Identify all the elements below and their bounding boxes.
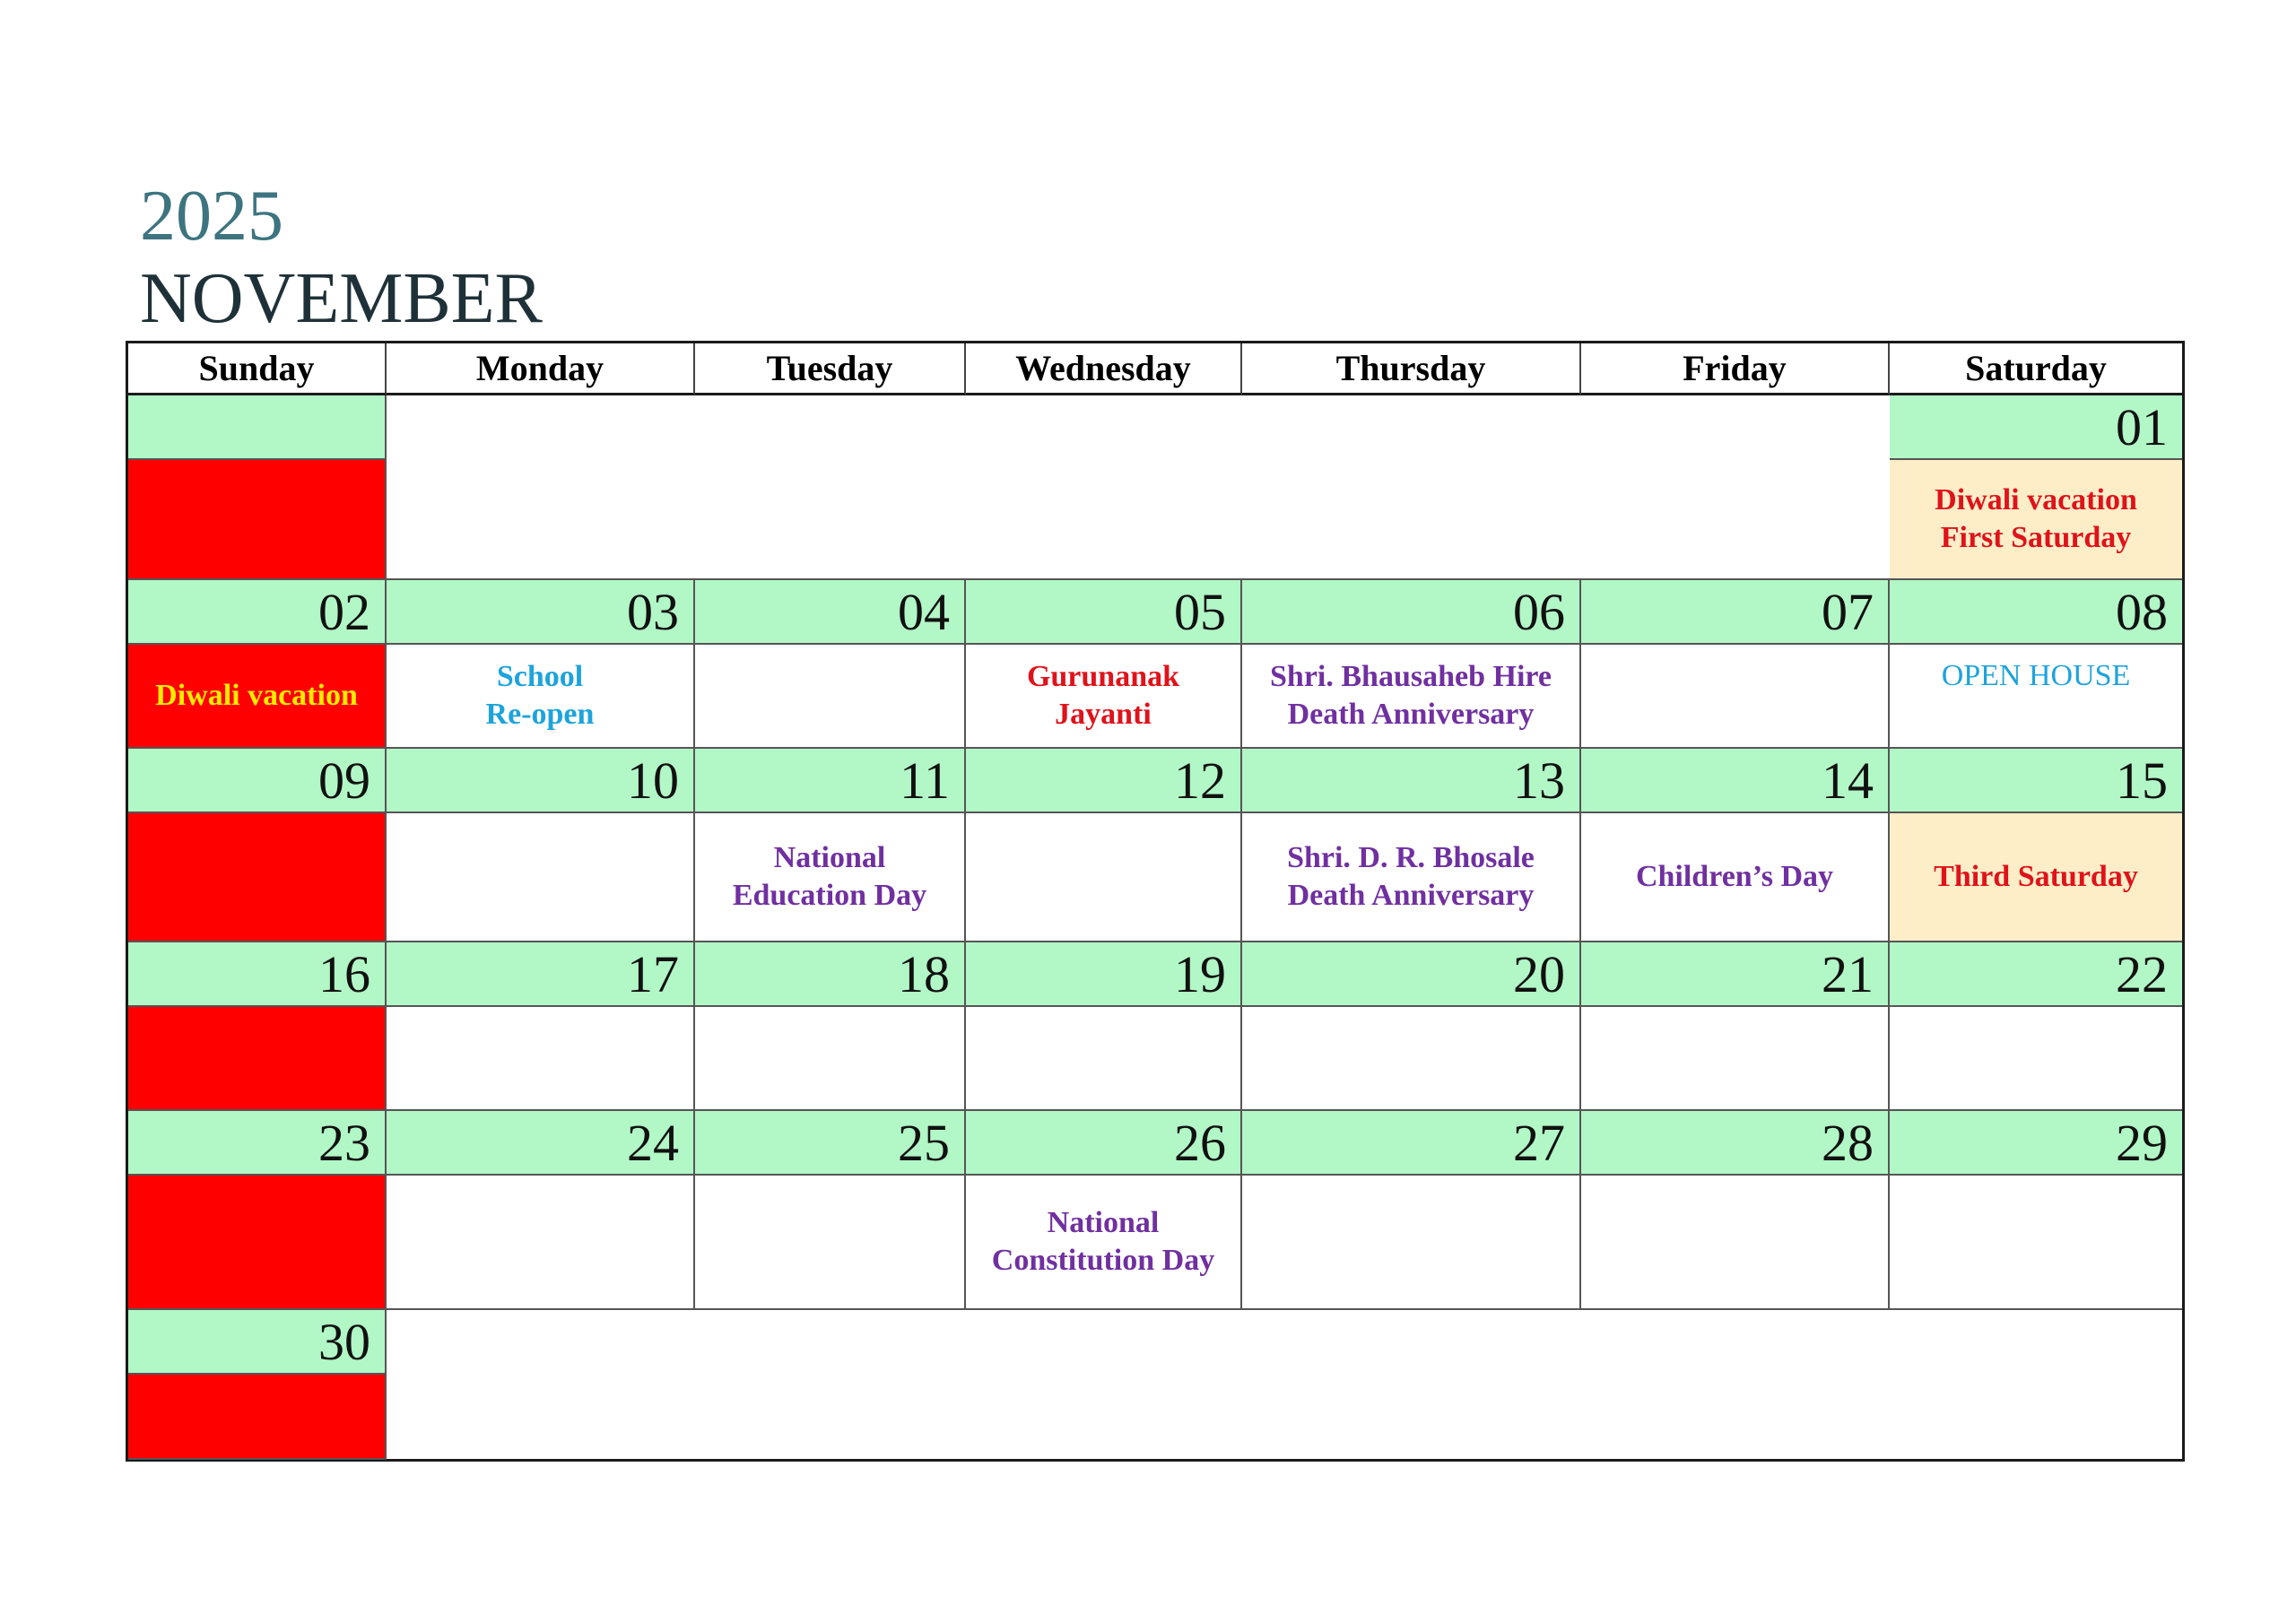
weekday-header-friday: Friday xyxy=(1581,343,1890,395)
date-cell[interactable]: 05 xyxy=(966,580,1242,645)
date-cell[interactable]: 15 xyxy=(1890,749,2182,813)
event-cell: OPEN HOUSE xyxy=(1890,645,2182,749)
weekday-header-saturday: Saturday xyxy=(1890,343,2182,395)
empty-event-cell xyxy=(1242,1176,1581,1310)
date-cell[interactable]: 01 xyxy=(1890,395,2182,460)
date-cell[interactable]: 13 xyxy=(1242,749,1581,813)
date-cell[interactable]: 17 xyxy=(387,942,695,1007)
event-cell: National Constitution Day xyxy=(966,1176,1242,1310)
weekday-header-thursday: Thursday xyxy=(1242,343,1581,395)
row-divider xyxy=(387,578,1890,580)
event-cell: Gurunanak Jayanti xyxy=(966,645,1242,749)
empty-event-cell xyxy=(387,1176,695,1310)
event-cell: Shri. Bhausaheb Hire Death Anniversary xyxy=(1242,645,1581,749)
empty-event-cell xyxy=(695,645,966,749)
date-cell[interactable]: 14 xyxy=(1581,749,1890,813)
date-cell[interactable]: 10 xyxy=(387,749,695,813)
event-cell: Children’s Day xyxy=(1581,813,1890,942)
weekday-header-tuesday: Tuesday xyxy=(695,343,966,395)
month-title: NOVEMBER xyxy=(140,259,543,338)
empty-event-cell xyxy=(1242,1007,1581,1111)
date-cell[interactable]: 09 xyxy=(128,749,387,813)
date-cell[interactable]: 18 xyxy=(695,942,966,1007)
empty-event-cell xyxy=(387,1007,695,1111)
empty-event-cell xyxy=(387,813,695,942)
empty-event-cell xyxy=(1581,1176,1890,1310)
date-cell[interactable] xyxy=(128,395,387,460)
weekday-header-monday: Monday xyxy=(387,343,695,395)
empty-event-cell xyxy=(1581,1007,1890,1111)
event-cell: National Education Day xyxy=(695,813,966,942)
event-cell: School Re-open xyxy=(387,645,695,749)
date-cell[interactable]: 07 xyxy=(1581,580,1890,645)
event-cell: Shri. D. R. Bhosale Death Anniversary xyxy=(1242,813,1581,942)
date-cell[interactable]: 02 xyxy=(128,580,387,645)
empty-event-cell xyxy=(695,1176,966,1310)
weekday-header-sunday: Sunday xyxy=(128,343,387,395)
empty-event-cell xyxy=(1890,1007,2182,1111)
date-cell[interactable]: 29 xyxy=(1890,1111,2182,1176)
empty-event-cell xyxy=(128,1176,387,1310)
date-cell[interactable]: 12 xyxy=(966,749,1242,813)
date-cell[interactable]: 04 xyxy=(695,580,966,645)
event-cell: Diwali vacation First Saturday xyxy=(1890,460,2182,580)
event-cell: Third Saturday xyxy=(1890,813,2182,942)
empty-event-cell xyxy=(966,1007,1242,1111)
date-cell[interactable]: 22 xyxy=(1890,942,2182,1007)
empty-event-cell xyxy=(128,460,387,580)
date-cell[interactable]: 16 xyxy=(128,942,387,1007)
date-cell[interactable]: 23 xyxy=(128,1111,387,1176)
date-cell[interactable]: 03 xyxy=(387,580,695,645)
event-cell: Diwali vacation xyxy=(128,645,387,749)
weekday-header-wednesday: Wednesday xyxy=(966,343,1242,395)
date-cell[interactable]: 27 xyxy=(1242,1111,1581,1176)
empty-event-cell xyxy=(695,1007,966,1111)
date-cell[interactable]: 11 xyxy=(695,749,966,813)
date-cell[interactable]: 30 xyxy=(128,1310,387,1375)
date-cell[interactable]: 28 xyxy=(1581,1111,1890,1176)
empty-event-cell xyxy=(128,1375,387,1460)
date-cell[interactable]: 19 xyxy=(966,942,1242,1007)
date-cell[interactable]: 20 xyxy=(1242,942,1581,1007)
date-cell[interactable]: 26 xyxy=(966,1111,1242,1176)
date-cell[interactable]: 24 xyxy=(387,1111,695,1176)
empty-event-cell xyxy=(1581,645,1890,749)
date-cell[interactable]: 08 xyxy=(1890,580,2182,645)
calendar-grid xyxy=(126,341,2185,1462)
date-cell[interactable]: 06 xyxy=(1242,580,1581,645)
empty-event-cell xyxy=(128,1007,387,1111)
empty-event-cell xyxy=(966,813,1242,942)
date-cell[interactable]: 25 xyxy=(695,1111,966,1176)
empty-event-cell xyxy=(128,813,387,942)
year-title: 2025 xyxy=(140,177,283,256)
empty-event-cell xyxy=(1890,1176,2182,1310)
date-cell[interactable]: 21 xyxy=(1581,942,1890,1007)
